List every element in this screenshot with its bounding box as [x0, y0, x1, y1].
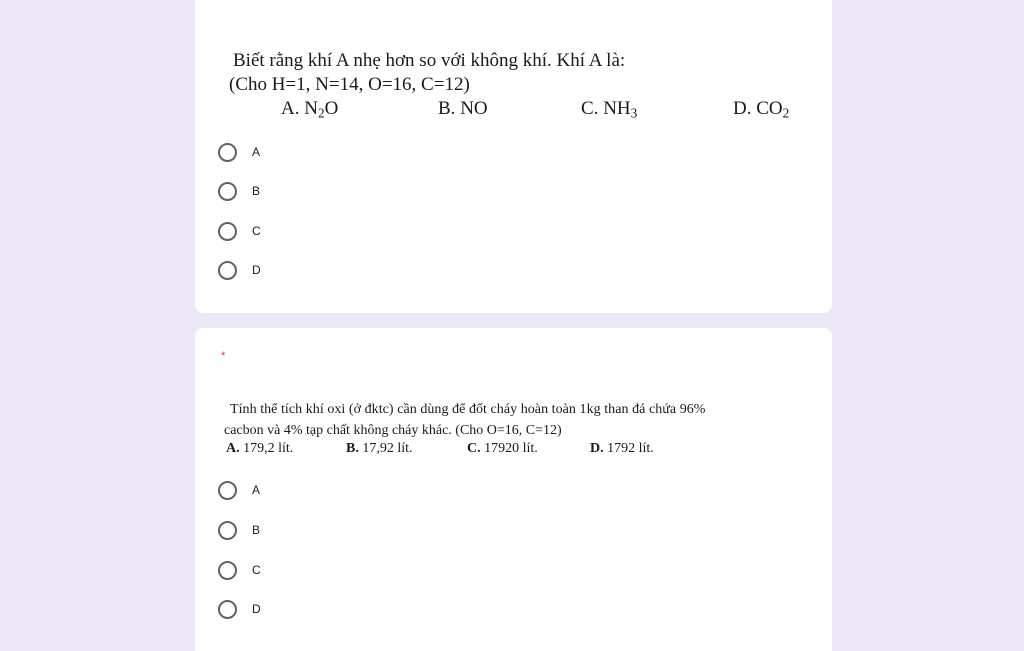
radio-button-icon[interactable] — [218, 521, 237, 540]
question-1-choice-d: D. $CO_2$ — [733, 98, 790, 121]
question-1-text-line-1: Biết rằng khí A nhẹ hơn so với không khí. Khí A là: — [233, 50, 626, 71]
option-label: C — [252, 563, 261, 577]
question-1-option-d[interactable] — [218, 259, 261, 281]
question-2-choice-d: D. 1792 lít. — [590, 441, 654, 456]
option-label: A — [252, 483, 261, 497]
question-1-choices — [195, 98, 832, 124]
question-2-choice-c: C. 17920 lít. — [467, 441, 538, 456]
question-2-choice-a: A. 179,2 lít. — [226, 441, 294, 456]
required-asterisk: * — [221, 350, 226, 362]
question-2-text-line-1: Tính thể tích khí oxi (ở đktc) cần dùng để đốt cháy hoàn toàn 1kg than đá chứa 96% — [230, 402, 706, 417]
question-1-choice-a: A. $N_2O$ — [281, 98, 339, 121]
option-label: B — [252, 184, 261, 198]
option-label: B — [252, 523, 261, 537]
option-label: C — [252, 224, 261, 238]
question-2-text-line-2: cacbon và 4% tạp chất không cháy khác. (Cho O=16, C=12) — [224, 423, 562, 438]
option-label: A — [252, 145, 261, 159]
question-card-1 — [195, 0, 832, 313]
question-2-choice-b: B. 17,92 lít. — [346, 441, 413, 456]
question-2-choices — [195, 441, 832, 461]
question-1-choice-b: B. NO — [438, 98, 488, 119]
question-card-2 — [195, 328, 832, 651]
question-2-option-b[interactable] — [218, 519, 260, 541]
question-1-option-b[interactable] — [218, 180, 260, 202]
radio-button-icon[interactable] — [218, 143, 237, 162]
question-1-option-a[interactable] — [218, 141, 260, 163]
radio-button-icon[interactable] — [218, 481, 237, 500]
option-label: D — [252, 602, 261, 616]
question-2-option-d[interactable] — [218, 598, 261, 620]
radio-button-icon[interactable] — [218, 561, 237, 580]
radio-button-icon[interactable] — [218, 222, 237, 241]
question-1-option-c[interactable] — [218, 220, 261, 242]
radio-button-icon[interactable] — [218, 261, 237, 280]
question-1-text-line-2: (Cho H=1, N=14, O=16, C=12) — [229, 74, 470, 95]
radio-button-icon[interactable] — [218, 182, 237, 201]
question-2-option-c[interactable] — [218, 559, 261, 581]
question-1-choice-c: C. $NH_3$ — [581, 98, 638, 121]
option-label: D — [252, 263, 261, 277]
question-2-option-a[interactable] — [218, 479, 260, 501]
radio-button-icon[interactable] — [218, 600, 237, 619]
